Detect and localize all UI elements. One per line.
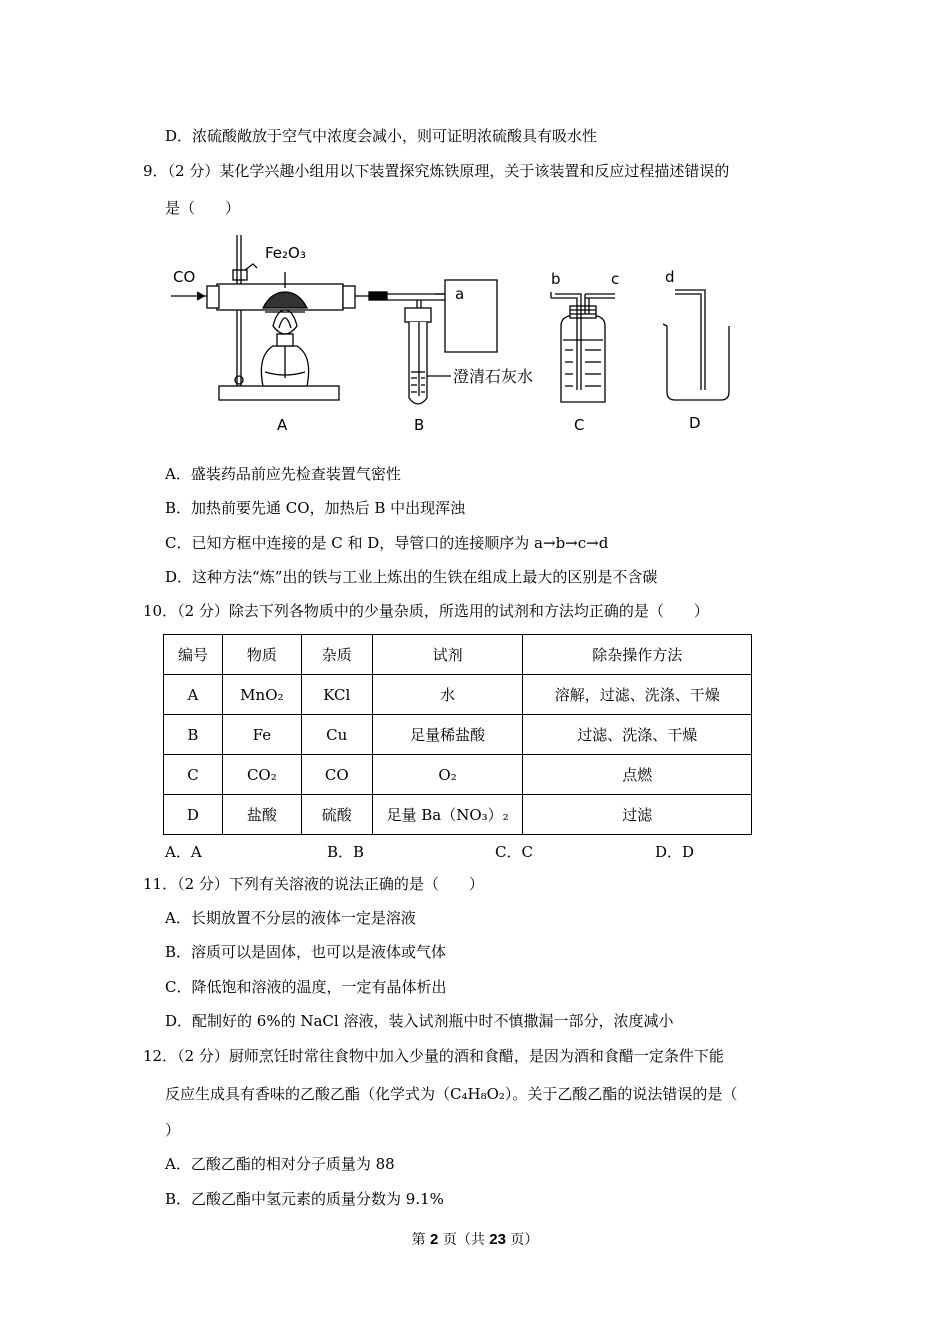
q11-option-d: D．配制好的 6%的 NaCl 溶液，装入试剂瓶中时不慎撒漏一部分，浓度减小 [165,1012,674,1030]
page-footer [0,1229,950,1249]
table-cell: CO [301,755,372,795]
table-cell: B [164,715,223,755]
tube-c [585,294,615,298]
table-cell: Cu [301,715,372,755]
footer-mid: 页（共 [442,1232,485,1248]
table-cell: Fe [222,715,301,755]
bottle-c-stopper [570,306,596,318]
figure-label-c: C [574,416,585,434]
q9-option-a: A．盛装药品前应先检查装置气密性 [165,465,401,483]
q9-option-d: D．这种方法“炼”出的铁与工业上炼出的生铁在组成上最大的区别是不含碳 [165,568,658,586]
q10-table [163,634,752,835]
q9-option-b: B．加热前要先通 CO，加热后 B 中出现浑浊 [165,499,466,517]
port-c-label: c [611,270,620,288]
q9-apparatus-figure [165,230,755,440]
table-header-row [164,635,752,675]
footer-prefix: 第 [411,1232,426,1248]
table-cell: C [164,755,223,795]
q9-option-c: C．已知方框中连接的是 C 和 D，导管口的连接顺序为 a→b→c→d [165,534,609,552]
q10-stem: 10．（2 分）除去下列各物质中的少量杂质，所选用的试剂和方法均正确的是（ ） [143,602,709,620]
table-cell: 硫酸 [301,795,372,835]
table-cell: 溶解，过滤、洗涤、干燥 [523,675,752,715]
footer-page-number: 2 [430,1231,439,1248]
table-row [164,675,752,715]
table-cell: 足量 Ba（NO₃）₂ [372,795,523,835]
fe2o3-label: Fe₂O₃ [265,244,306,262]
figure-label-d: D [689,414,701,432]
q12-option-b: B．乙酸乙酯中氢元素的质量分数为 9.1% [165,1190,444,1208]
table-cell: MnO₂ [222,675,301,715]
header-cell: 试剂 [372,635,523,675]
beaker-d [667,326,729,400]
header-cell: 除杂操作方法 [523,635,752,675]
header-cell: 物质 [222,635,301,675]
table-cell: 点燃 [523,755,752,795]
table-cell: CO₂ [222,755,301,795]
q10-choice-b: B．B [327,843,365,861]
bottle-c [561,316,605,402]
connection-box [445,280,497,352]
q12-stem-line1: 12．（2 分）厨师烹饪时常往食物中加入少量的酒和食醋，是因为酒和食醋一定条件下能 [143,1047,724,1065]
footer-total-pages: 23 [489,1231,506,1248]
footer-suffix: 页） [510,1232,539,1248]
port-b-label: b [551,270,561,288]
q11-stem: 11．（2 分）下列有关溶液的说法正确的是（ ） [143,875,484,893]
q11-option-a: A．长期放置不分层的液体一定是溶液 [165,909,416,927]
table-cell: 足量稀盐酸 [372,715,523,755]
table-cell: D [164,795,223,835]
q10-choice-c: C．C [495,843,533,861]
q9-stem-line1: 9．（2 分）某化学兴趣小组用以下装置探究炼铁原理，关于该装置和反应过程描述错误的 [143,162,730,180]
limewater-label: 澄清石灰水 [453,367,534,386]
stand-base [219,386,339,400]
q8-option-d: D．浓硫酸敞放于空气中浓度会减小，则可证明浓硫酸具有吸水性 [165,127,598,145]
q11-option-c: C．降低饱和溶液的温度，一定有晶体析出 [165,978,447,996]
table-row [164,755,752,795]
header-cell: 杂质 [301,635,372,675]
q12-stem-line3: ） [165,1121,181,1139]
table-cell: 盐酸 [222,795,301,835]
co-label: CO [173,268,196,286]
table-cell: 过滤、洗涤、干燥 [523,715,752,755]
header-cell: 编号 [164,635,223,675]
q11-option-b: B．溶质可以是固体，也可以是液体或气体 [165,943,447,961]
table-row [164,795,752,835]
table-cell: 水 [372,675,523,715]
figure-label-a: A [277,416,288,434]
port-a-label: a [455,285,465,303]
table-cell: 过滤 [523,795,752,835]
figure-label-b: B [414,416,425,434]
q10-choice-a: A．A [165,843,202,861]
q12-option-a: A．乙酸乙酯的相对分子质量为 88 [165,1155,395,1173]
table-cell: KCl [301,675,372,715]
table-row [164,715,752,755]
burner-flame [273,310,297,334]
port-d-label: d [665,268,675,286]
table-cell: A [164,675,223,715]
test-tube-b-stopper [405,308,431,322]
q10-choice-d: D．D [655,843,695,861]
q12-stem-line2: 反应生成具有香味的乙酸乙酯（化学式为（C₄H₈O₂）。关于乙酸乙酯的说法错误的是（ [165,1085,738,1103]
q9-stem-line2: 是（ ） [165,199,241,217]
table-cell: O₂ [372,755,523,795]
